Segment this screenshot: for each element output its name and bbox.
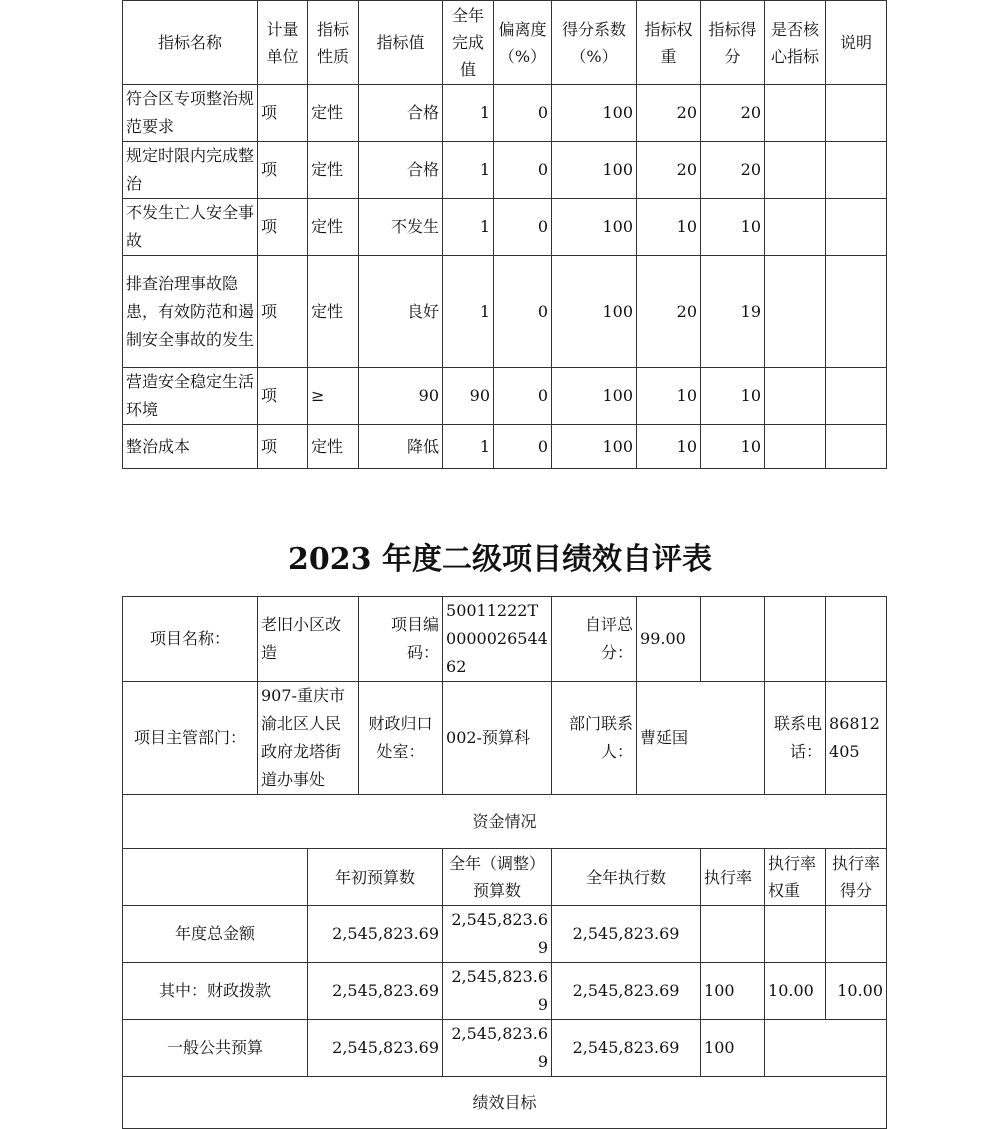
- indicator-actual: 1: [443, 199, 494, 256]
- indicator-note: [826, 425, 887, 469]
- indicator-name: 符合区专项整治规范要求: [123, 85, 258, 142]
- indicator-unit: 项: [258, 199, 308, 256]
- indicator-value: 良好: [359, 256, 443, 368]
- funds-adjusted: 2,545,823.69: [443, 1020, 552, 1077]
- funds-section-title: 资金情况: [123, 795, 887, 849]
- header-deviation: 偏离度（%）: [494, 1, 552, 85]
- table-row: [123, 199, 887, 256]
- indicator-coefficient: 100: [552, 368, 637, 425]
- header-execution-rate: 执行率: [701, 849, 765, 906]
- header-adjusted-budget: 全年（调整）预算数: [443, 849, 552, 906]
- indicator-deviation: 0: [494, 368, 552, 425]
- empty-cell: [765, 597, 826, 682]
- project-dept-row: [123, 682, 887, 795]
- table-row: [123, 963, 887, 1020]
- indicator-core: [765, 199, 826, 256]
- indicator-note: [826, 368, 887, 425]
- indicator-actual: 1: [443, 142, 494, 199]
- self-score-label: 自评总分：: [552, 597, 637, 682]
- indicator-nature: ≥: [308, 368, 359, 425]
- indicator-value: 合格: [359, 142, 443, 199]
- table-row: [123, 425, 887, 469]
- self-score: 99.00: [637, 597, 701, 682]
- indicator-actual: 1: [443, 425, 494, 469]
- project-code-label: 项目编码：: [359, 597, 443, 682]
- indicator-coefficient: 100: [552, 425, 637, 469]
- empty-cell: [826, 597, 887, 682]
- phone-number: 86812405: [826, 682, 887, 795]
- indicator-actual: 90: [443, 368, 494, 425]
- indicator-name: 整治成本: [123, 425, 258, 469]
- funds-rate-weight: [765, 906, 826, 963]
- indicator-score: 20: [701, 85, 765, 142]
- indicator-name: 不发生亡人安全事故: [123, 199, 258, 256]
- header-unit: 计量单位: [258, 1, 308, 85]
- page-title: 2023 年度二级项目绩效自评表: [288, 542, 712, 577]
- empty-cell: [123, 849, 308, 906]
- header-initial-budget: 年初预算数: [308, 849, 443, 906]
- contact-name: 曹延国: [637, 682, 765, 795]
- header-score: 指标得分: [701, 1, 765, 85]
- indicator-deviation: 0: [494, 425, 552, 469]
- funds-row-label: 年度总金额: [123, 906, 308, 963]
- header-actual: 全年完成值: [443, 1, 494, 85]
- project-info-row: [123, 597, 887, 682]
- finance-office: 002-预算科: [443, 682, 552, 795]
- indicator-nature: 定性: [308, 199, 359, 256]
- indicator-core: [765, 85, 826, 142]
- indicator-nature: 定性: [308, 142, 359, 199]
- indicator-value: 90: [359, 368, 443, 425]
- funds-executed: 2,545,823.69: [552, 1020, 701, 1077]
- funds-rate-score: [826, 906, 887, 963]
- indicator-note: [826, 85, 887, 142]
- header-nature: 指标性质: [308, 1, 359, 85]
- project-name: 老旧小区改造: [258, 597, 359, 682]
- funds-adjusted: 2,545,823.69: [443, 906, 552, 963]
- phone-label: 联系电话：: [765, 682, 826, 795]
- funds-rate-weight: [765, 1020, 887, 1077]
- indicator-coefficient: 100: [552, 199, 637, 256]
- indicator-header-row: [123, 1, 887, 85]
- table-row: [123, 142, 887, 199]
- funds-rate: 100: [701, 963, 765, 1020]
- indicator-name: 营造安全稳定生活环境: [123, 368, 258, 425]
- funds-row-label: 其中：财政拨款: [123, 963, 308, 1020]
- indicator-note: [826, 199, 887, 256]
- project-code: 50011222T000002654462: [443, 597, 552, 682]
- header-rate-weight: 执行率权重: [765, 849, 826, 906]
- dept-label: 项目主管部门：: [123, 682, 258, 795]
- funds-rate-weight: 10.00: [765, 963, 826, 1020]
- indicator-weight: 10: [637, 425, 701, 469]
- table-row: [123, 85, 887, 142]
- indicator-table: [122, 0, 887, 469]
- indicator-core: [765, 425, 826, 469]
- indicator-weight: 20: [637, 256, 701, 368]
- project-evaluation-table: [122, 596, 887, 1129]
- indicator-value: 合格: [359, 85, 443, 142]
- indicator-nature: 定性: [308, 256, 359, 368]
- indicator-weight: 10: [637, 199, 701, 256]
- indicator-score: 19: [701, 256, 765, 368]
- header-coefficient: 得分系数（%）: [552, 1, 637, 85]
- funds-executed: 2,545,823.69: [552, 906, 701, 963]
- finance-office-label: 财政归口处室：: [359, 682, 443, 795]
- funds-rate-score: 10.00: [826, 963, 887, 1020]
- indicator-core: [765, 368, 826, 425]
- indicator-score: 20: [701, 142, 765, 199]
- indicator-value: 降低: [359, 425, 443, 469]
- indicator-score: 10: [701, 425, 765, 469]
- funds-initial: 2,545,823.69: [308, 1020, 443, 1077]
- indicator-core: [765, 142, 826, 199]
- funds-header-row: [123, 849, 887, 906]
- goals-section-title: 绩效目标: [123, 1077, 887, 1129]
- indicator-value: 不发生: [359, 199, 443, 256]
- indicator-coefficient: 100: [552, 142, 637, 199]
- indicator-deviation: 0: [494, 85, 552, 142]
- indicator-note: [826, 256, 887, 368]
- indicator-actual: 1: [443, 256, 494, 368]
- contact-label: 部门联系人：: [552, 682, 637, 795]
- table-row: [123, 368, 887, 425]
- funds-adjusted: 2,545,823.69: [443, 963, 552, 1020]
- indicator-unit: 项: [258, 142, 308, 199]
- goals-section-row: [123, 1077, 887, 1129]
- indicator-deviation: 0: [494, 142, 552, 199]
- funds-initial: 2,545,823.69: [308, 906, 443, 963]
- indicator-weight: 20: [637, 85, 701, 142]
- header-indicator-name: 指标名称: [123, 1, 258, 85]
- indicator-score: 10: [701, 199, 765, 256]
- header-note: 说明: [826, 1, 887, 85]
- indicator-nature: 定性: [308, 425, 359, 469]
- funds-rate: [701, 906, 765, 963]
- funds-executed: 2,545,823.69: [552, 963, 701, 1020]
- indicator-actual: 1: [443, 85, 494, 142]
- indicator-core: [765, 256, 826, 368]
- indicator-deviation: 0: [494, 256, 552, 368]
- indicator-nature: 定性: [308, 85, 359, 142]
- funds-row-label: 一般公共预算: [123, 1020, 308, 1077]
- funds-initial: 2,545,823.69: [308, 963, 443, 1020]
- empty-cell: [701, 597, 765, 682]
- header-value: 指标值: [359, 1, 443, 85]
- indicator-score: 10: [701, 368, 765, 425]
- indicator-name: 规定时限内完成整治: [123, 142, 258, 199]
- indicator-weight: 10: [637, 368, 701, 425]
- indicator-note: [826, 142, 887, 199]
- header-weight: 指标权重: [637, 1, 701, 85]
- table-row: [123, 256, 887, 368]
- header-core: 是否核心指标: [765, 1, 826, 85]
- project-name-label: 项目名称：: [123, 597, 258, 682]
- table-row: [123, 1020, 887, 1077]
- dept-name: 907-重庆市渝北区人民政府龙塔街道办事处: [258, 682, 359, 795]
- indicator-coefficient: 100: [552, 85, 637, 142]
- indicator-deviation: 0: [494, 199, 552, 256]
- table-row: [123, 906, 887, 963]
- indicator-unit: 项: [258, 425, 308, 469]
- funds-section-row: [123, 795, 887, 849]
- indicator-coefficient: 100: [552, 256, 637, 368]
- indicator-weight: 20: [637, 142, 701, 199]
- indicator-unit: 项: [258, 368, 308, 425]
- indicator-unit: 项: [258, 85, 308, 142]
- header-executed: 全年执行数: [552, 849, 701, 906]
- funds-rate: 100: [701, 1020, 765, 1077]
- header-rate-score: 执行率得分: [826, 849, 887, 906]
- indicator-unit: 项: [258, 256, 308, 368]
- indicator-name: 排查治理事故隐患，有效防范和遏制安全事故的发生: [123, 256, 258, 368]
